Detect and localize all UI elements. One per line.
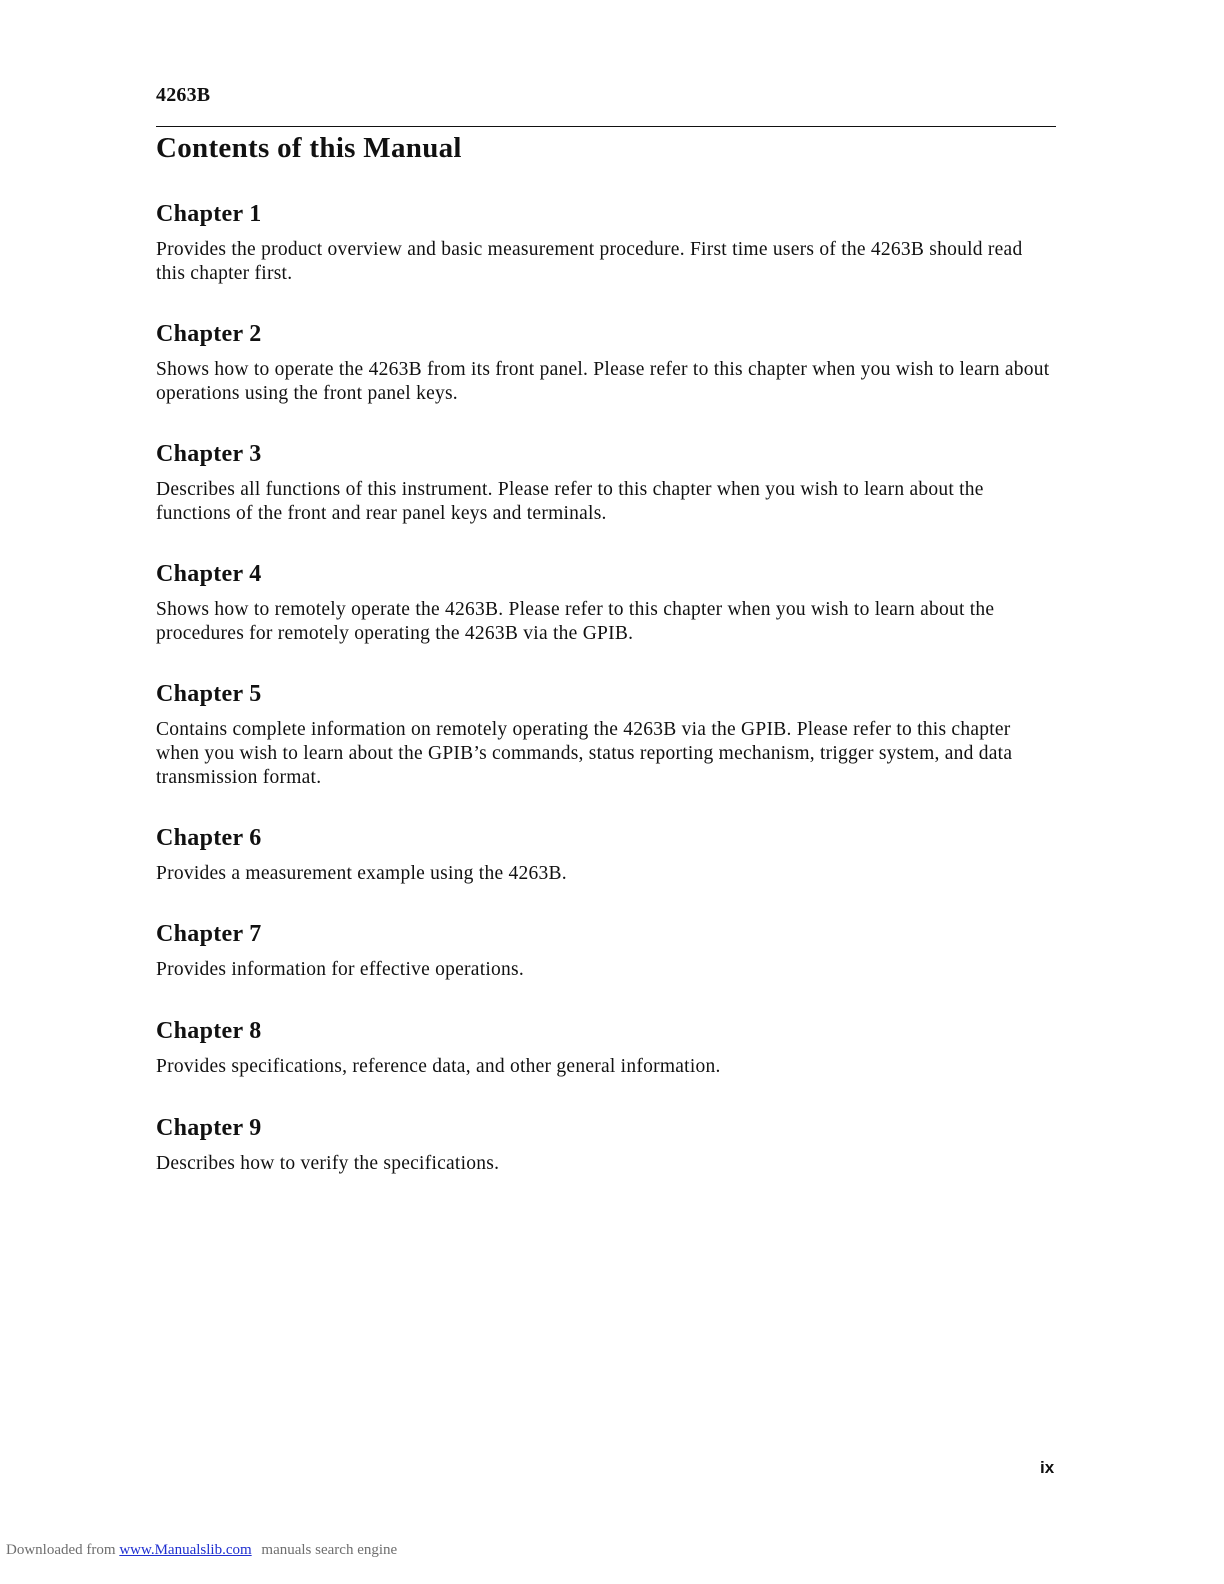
chapter-4-heading: Chapter 4: [156, 561, 262, 587]
chapter-5-description: Contains complete information on remotely operating the 4263B via the GPIB. Please refer to this chapter when you wish to learn about the GPIB’s commands, status reporting mechanism, trigger system, and data transmission format.: [156, 719, 1013, 788]
chapter-2-section: [156, 320, 1056, 406]
chapter-6-heading: Chapter 6: [156, 825, 262, 851]
chapter-1-description: Provides the product overview and basic measurement procedure. First time users of the 4263B should read this chapter first.: [156, 239, 1023, 284]
chapter-8-heading: Chapter 8: [156, 1018, 262, 1044]
chapter-5-section: [156, 680, 1056, 790]
chapter-9-description: Describes how to verify the specifications.: [156, 1153, 500, 1174]
download-footer: [6, 1542, 397, 1559]
chapter-1-section: [156, 200, 1056, 286]
chapter-7-section: [156, 920, 1056, 982]
chapter-9-heading: Chapter 9: [156, 1115, 262, 1141]
chapter-8-description: Provides specifications, reference data, and other general information.: [156, 1056, 721, 1077]
model-number: 4263B: [156, 84, 211, 106]
page-title: Contents of this Manual: [156, 132, 462, 164]
chapter-5-heading: Chapter 5: [156, 681, 262, 707]
chapter-9-section: [156, 1114, 1056, 1176]
chapter-7-heading: Chapter 7: [156, 921, 262, 947]
chapter-2-heading: Chapter 2: [156, 321, 262, 347]
manualslib-link[interactable]: www.Manualslib.com: [119, 1542, 252, 1558]
chapter-2-description: Shows how to operate the 4263B from its front panel. Please refer to this chapter when you wish to learn about operations using the front panel keys.: [156, 359, 1050, 404]
header-rule: [156, 126, 1056, 127]
chapter-3-heading: Chapter 3: [156, 441, 262, 467]
chapter-6-section: [156, 824, 1056, 886]
chapter-1-heading: Chapter 1: [156, 201, 262, 227]
chapter-3-description: Describes all functions of this instrument. Please refer to this chapter when you wish to learn about the functions of the front and rear panel keys and terminals.: [156, 479, 984, 524]
footer-prefix: Downloaded from: [6, 1542, 116, 1558]
chapter-8-section: [156, 1017, 1056, 1079]
chapter-4-section: [156, 560, 1056, 646]
chapter-7-description: Provides information for effective operations.: [156, 959, 524, 980]
chapter-3-section: [156, 440, 1056, 526]
footer-suffix: manuals search engine: [261, 1542, 398, 1558]
page-number: ix: [1040, 1458, 1055, 1477]
chapter-4-description: Shows how to remotely operate the 4263B. Please refer to this chapter when you wish to learn about the procedures for remotely operating the 4263B via the GPIB.: [156, 599, 995, 644]
chapter-6-description: Provides a measurement example using the 4263B.: [156, 863, 567, 884]
